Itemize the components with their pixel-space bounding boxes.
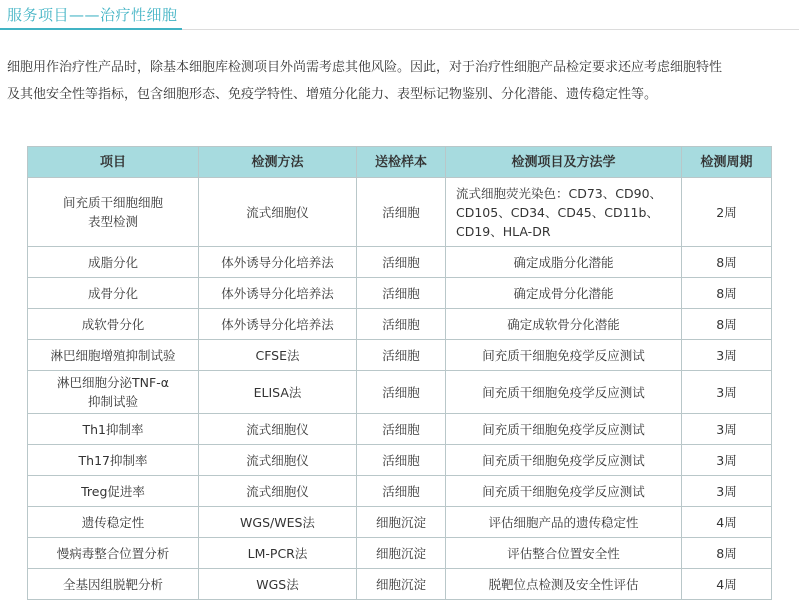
- cell-item: 成骨分化: [28, 278, 199, 309]
- table-row: [28, 247, 772, 278]
- cell-method: 体外诱导分化培养法: [199, 309, 357, 340]
- cell-item: 成脂分化: [28, 247, 199, 278]
- cell-item: Th17抑制率: [28, 445, 199, 476]
- cell-sample: 细胞沉淀: [357, 538, 446, 569]
- cell-method: 流式细胞仪: [199, 476, 357, 507]
- header-method: 检测方法: [199, 147, 357, 178]
- cell-cycle: 8周: [682, 538, 772, 569]
- section-title: 服务项目——治疗性细胞: [7, 6, 178, 24]
- cell-sample: 细胞沉淀: [357, 569, 446, 600]
- table-row: [28, 340, 772, 371]
- cell-method: LM-PCR法: [199, 538, 357, 569]
- intro-line-2: 及其他安全性等指标，包含细胞形态、免疫学特性、增殖分化能力、表型标记物鉴别、分化潜能、遗传稳定性等。: [7, 87, 658, 102]
- table-row: [28, 414, 772, 445]
- cell-detail: 确定成软骨分化潜能: [446, 309, 682, 340]
- table-row: [28, 538, 772, 569]
- cell-sample: 细胞沉淀: [357, 507, 446, 538]
- table-row: [28, 445, 772, 476]
- cell-item: 全基因组脱靶分析: [28, 569, 199, 600]
- cell-detail: 间充质干细胞免疫学反应测试: [446, 445, 682, 476]
- section-header: [0, 0, 811, 30]
- cell-detail: 间充质干细胞免疫学反应测试: [446, 340, 682, 371]
- cell-cycle: 8周: [682, 247, 772, 278]
- cell-method: WGS法: [199, 569, 357, 600]
- cell-item: 淋巴细胞分泌TNF-α 抑制试验: [28, 371, 199, 414]
- header-accent-bar: [0, 28, 182, 30]
- cell-sample: 活细胞: [357, 371, 446, 414]
- table-row: [28, 178, 772, 247]
- cell-cycle: 8周: [682, 309, 772, 340]
- cell-detail: 评估细胞产品的遗传稳定性: [446, 507, 682, 538]
- header-item: 项目: [28, 147, 199, 178]
- cell-sample: 活细胞: [357, 278, 446, 309]
- cell-sample: 活细胞: [357, 340, 446, 371]
- cell-detail: 间充质干细胞免疫学反应测试: [446, 371, 682, 414]
- cell-item: 成软骨分化: [28, 309, 199, 340]
- intro-line-1: 细胞用作治疗性产品时，除基本细胞库检测项目外尚需考虑其他风险。因此，对于治疗性细胞产品检定要求还应考虑细胞特性: [7, 60, 723, 75]
- cell-sample: 活细胞: [357, 178, 446, 247]
- cell-item: 淋巴细胞增殖抑制试验: [28, 340, 199, 371]
- table-row: [28, 476, 772, 507]
- header-detail: 检测项目及方法学: [446, 147, 682, 178]
- cell-method: 体外诱导分化培养法: [199, 278, 357, 309]
- cell-cycle: 3周: [682, 340, 772, 371]
- table-row: [28, 371, 772, 414]
- table-row: [28, 507, 772, 538]
- cell-cycle: 2周: [682, 178, 772, 247]
- cell-method: CFSE法: [199, 340, 357, 371]
- table-row: [28, 569, 772, 600]
- cell-detail: 评估整合位置安全性: [446, 538, 682, 569]
- cell-item: 慢病毒整合位置分析: [28, 538, 199, 569]
- cell-detail: 确定成脂分化潜能: [446, 247, 682, 278]
- cell-sample: 活细胞: [357, 414, 446, 445]
- intro-paragraph: [7, 54, 797, 108]
- cell-method: 流式细胞仪: [199, 414, 357, 445]
- cell-cycle: 3周: [682, 371, 772, 414]
- cell-detail: 流式细胞荧光染色：CD73、CD90、CD105、CD34、CD45、CD11b、CD19、HLA-DR: [446, 178, 682, 247]
- table-row: [28, 309, 772, 340]
- service-table: [27, 146, 772, 600]
- table-row: [28, 278, 772, 309]
- cell-sample: 活细胞: [357, 309, 446, 340]
- cell-cycle: 4周: [682, 507, 772, 538]
- header-cycle: 检测周期: [682, 147, 772, 178]
- cell-cycle: 3周: [682, 476, 772, 507]
- cell-detail: 间充质干细胞免疫学反应测试: [446, 476, 682, 507]
- table-header-row: [28, 147, 772, 178]
- cell-item: Treg促进率: [28, 476, 199, 507]
- cell-method: ELISA法: [199, 371, 357, 414]
- cell-detail: 确定成骨分化潜能: [446, 278, 682, 309]
- cell-detail: 间充质干细胞免疫学反应测试: [446, 414, 682, 445]
- cell-item: Th1抑制率: [28, 414, 199, 445]
- cell-detail: 脱靶位点检测及安全性评估: [446, 569, 682, 600]
- cell-cycle: 4周: [682, 569, 772, 600]
- cell-sample: 活细胞: [357, 247, 446, 278]
- header-sample: 送检样本: [357, 147, 446, 178]
- cell-cycle: 3周: [682, 414, 772, 445]
- cell-item: 间充质干细胞细胞 表型检测: [28, 178, 199, 247]
- cell-cycle: 8周: [682, 278, 772, 309]
- cell-method: 流式细胞仪: [199, 445, 357, 476]
- cell-method: WGS/WES法: [199, 507, 357, 538]
- cell-method: 流式细胞仪: [199, 178, 357, 247]
- cell-sample: 活细胞: [357, 476, 446, 507]
- cell-sample: 活细胞: [357, 445, 446, 476]
- cell-method: 体外诱导分化培养法: [199, 247, 357, 278]
- cell-cycle: 3周: [682, 445, 772, 476]
- cell-item: 遗传稳定性: [28, 507, 199, 538]
